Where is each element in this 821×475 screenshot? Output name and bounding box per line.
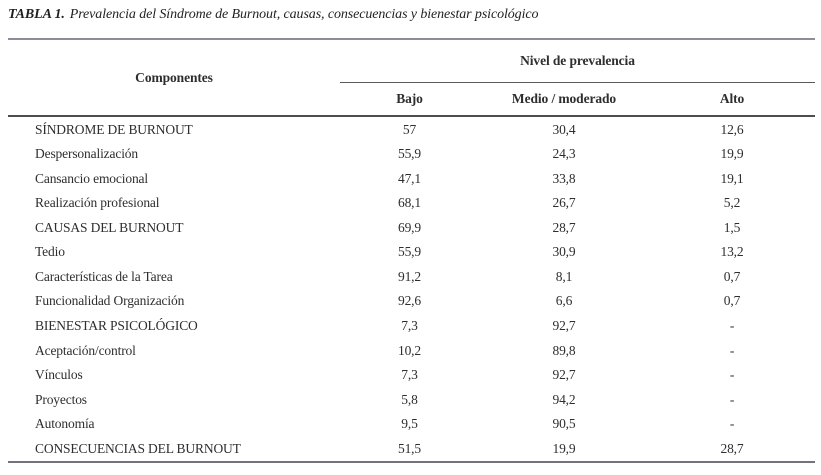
caption-text: Prevalencia del Síndrome de Burnout, causas, consecuencias y bienestar psicológico (69, 7, 539, 22)
table-number: TABLA 1. (8, 7, 65, 22)
cell-bajo: 7,3 (401, 318, 418, 334)
row-label: Vínculos (35, 367, 83, 383)
row-label: SÍNDROME DE BURNOUT (35, 121, 193, 137)
row-label: Funcionalidad Organización (35, 293, 185, 309)
cell-bajo: 69,9 (397, 219, 422, 235)
cell-alto: 5,2 (723, 195, 741, 211)
row-label: Cansancio emocional (35, 170, 148, 186)
row-label: Características de la Tarea (35, 268, 173, 284)
row-label: Realización profesional (35, 195, 160, 211)
cell-bajo: 91,2 (397, 268, 422, 284)
column-header-bajo: Bajo (396, 91, 423, 106)
cell-medio: 8,1 (555, 268, 573, 284)
row-label: Aceptación/control (35, 342, 136, 358)
row-label: Autonomía (35, 416, 95, 432)
cell-bajo: 55,9 (397, 146, 422, 162)
table-row (8, 166, 815, 191)
cell-alto: 0,7 (723, 293, 741, 309)
prevalence-group (340, 40, 815, 115)
cell-bajo: 51,5 (397, 440, 422, 456)
table-row (8, 436, 815, 461)
cell-alto: - (729, 367, 735, 383)
cell-alto: 19,9 (720, 146, 744, 162)
row-label: Tedio (35, 244, 65, 260)
table-body (8, 117, 815, 461)
cell-medio: 24,3 (552, 146, 576, 162)
table-row (8, 363, 815, 388)
cell-bajo: 9,5 (401, 416, 418, 432)
table-row (8, 289, 815, 314)
column-header-medio-moderado: Medio / moderado (511, 91, 617, 106)
cell-alto: - (729, 416, 735, 432)
cell-medio: 30,9 (552, 244, 576, 260)
prevalence-group-header: Nivel de prevalencia (340, 40, 815, 83)
table-row (8, 338, 815, 363)
cell-medio: 92,7 (552, 367, 576, 383)
cell-medio: 89,8 (552, 342, 576, 358)
cell-bajo: 57 (402, 121, 417, 137)
table-row (8, 387, 815, 412)
table-row (8, 240, 815, 265)
cell-medio: 30,4 (552, 121, 576, 137)
cell-bajo: 10,2 (397, 342, 422, 358)
cell-alto: 13,2 (720, 244, 744, 260)
cell-bajo: 5,8 (401, 391, 418, 407)
cell-medio: 26,7 (552, 195, 576, 211)
cell-medio: 92,7 (552, 318, 576, 334)
cell-medio: 90,5 (552, 416, 576, 432)
row-label: CAUSAS DEL BURNOUT (35, 219, 184, 235)
cell-alto: 1,5 (723, 219, 741, 235)
cell-medio: 28,7 (552, 219, 576, 235)
cell-bajo: 7,3 (401, 367, 418, 383)
table-row (8, 264, 815, 289)
row-label: Proyectos (35, 391, 87, 407)
cell-alto: 28,7 (720, 440, 744, 456)
cell-medio: 6,6 (555, 293, 573, 309)
row-label: Despersonalización (35, 146, 139, 162)
table-row (8, 215, 815, 240)
table-row (8, 142, 815, 167)
cell-bajo: 55,9 (397, 244, 422, 260)
cell-alto: - (729, 391, 735, 407)
cell-alto: - (729, 318, 735, 334)
table-caption (8, 0, 815, 38)
table-row (8, 412, 815, 437)
table-row (8, 117, 815, 142)
cell-alto: 0,7 (723, 268, 741, 284)
bottom-rule (8, 461, 815, 463)
cell-bajo: 92,6 (397, 293, 422, 309)
table-header (8, 40, 815, 115)
table-row (8, 314, 815, 339)
cell-bajo: 68,1 (397, 195, 422, 211)
cell-medio: 94,2 (552, 391, 576, 407)
row-label: BIENESTAR PSICOLÓGICO (35, 318, 198, 334)
prevalence-subheaders (340, 83, 815, 115)
cell-medio: 19,9 (552, 440, 576, 456)
row-label: CONSECUENCIAS DEL BURNOUT (35, 440, 241, 456)
cell-alto: 19,1 (720, 170, 744, 186)
components-column-header: Componentes (135, 69, 213, 85)
table-row (8, 191, 815, 216)
cell-alto: - (729, 342, 735, 358)
cell-medio: 33,8 (552, 170, 576, 186)
cell-bajo: 47,1 (397, 170, 422, 186)
cell-alto: 12,6 (720, 121, 744, 137)
column-header-alto: Alto (719, 91, 745, 106)
